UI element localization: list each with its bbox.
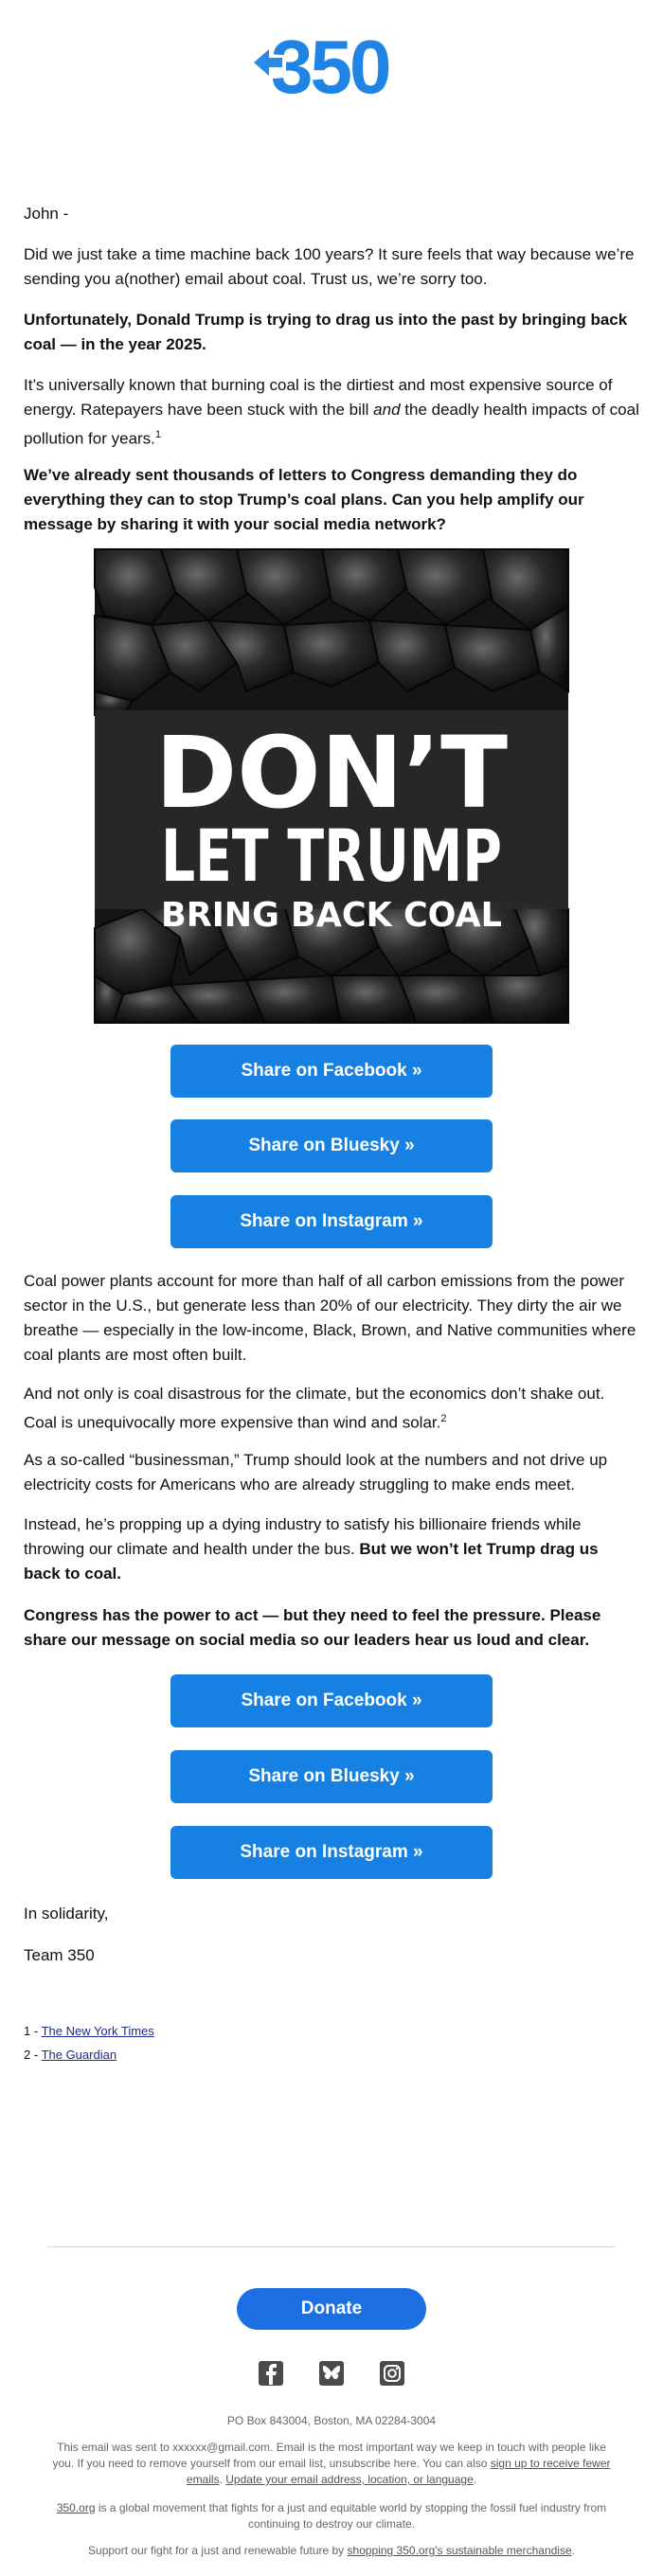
signoff: In solidarity, [24, 1905, 109, 1923]
coal-lumps-illustration [95, 549, 568, 1023]
hero-line-bring-back-coal: BRING BACK COAL [161, 896, 502, 935]
paragraph-coal-cost: It’s universally known that burning coal is the dirtiest and most expensive source of energy. Ratepayers have been stuck with the bill and the deadly health impacts of coal pollution for years.$^1$ [24, 376, 639, 448]
footnote-1: 1 - The New York Times [24, 2024, 154, 2038]
share-instagram-button-2[interactable]: Share on Instagram » [170, 1826, 493, 1879]
coal-hero-image [95, 549, 568, 1023]
donate-button[interactable]: Donate [237, 2288, 426, 2330]
share-bluesky-button-2[interactable]: Share on Bluesky » [170, 1750, 493, 1803]
350-logo[interactable] [254, 25, 409, 109]
paragraph-intro: Did we just take a time machine back 100 years? It sure feels that way because we’re sending you a(nother) email about coal. Trust us, we’re sorry too. [24, 245, 635, 288]
fewer-emails-link[interactable]: sign up to receive fewer emails [186, 2457, 611, 2486]
footer-notice: This email was sent to xxxxxx@gmail.com. Email is the most important way we keep in touch with people like you. If you need to remove yourself from our email list, unsubscribe here. You can also sign up to receive fewer emails. Update your email address, location, or language. [52, 2441, 611, 2486]
instagram-icon[interactable] [379, 2360, 405, 2387]
footer-merch: Support our fight for a just and renewable future by shopping 350.org's sustainable merchandise. [88, 2544, 575, 2557]
hero-line-let-trump: LET TRUMP [161, 814, 502, 898]
paragraph-congress: Congress has the power to act — but they need to feel the pressure. Please share our message on social media so our leaders hear us loud and clear. [24, 1606, 601, 1649]
facebook-icon[interactable] [258, 2360, 284, 2387]
logo-arrow-icon [254, 25, 409, 109]
hero-line-dont: DON’T [154, 715, 509, 831]
footnote-link-guardian[interactable]: The Guardian [41, 2048, 117, 2062]
footer-divider [47, 2246, 616, 2247]
footer-about: 350.org is a global movement that fights for a just and equitable world by stopping the fossil fuel industry from continuing to destroy our climate. [56, 2501, 607, 2531]
350-org-link[interactable]: 350.org [56, 2501, 96, 2514]
share-instagram-button[interactable]: Share on Instagram » [170, 1195, 493, 1248]
footnote-link-nyt[interactable]: The New York Times [41, 2024, 154, 2038]
share-bluesky-button[interactable]: Share on Bluesky » [170, 1119, 493, 1172]
signature: Team 350 [24, 1946, 95, 1964]
paragraph-trump-coal: Unfortunately, Donald Trump is trying to drag us into the past by bringing back coal — in the year 2025. [24, 311, 628, 353]
bluesky-icon[interactable] [318, 2360, 345, 2387]
share-facebook-button[interactable]: Share on Facebook » [170, 1045, 493, 1098]
paragraph-economics: And not only is coal disastrous for the climate, but the economics don’t shake out. Coal is unequivocally more expensive than wind and solar.$^2$ [24, 1385, 605, 1432]
paragraph-emissions: Coal power plants account for more than half of all carbon emissions from the power sector in the U.S., but generate less than 20% of our electricity. They dirty the air we breathe — especially in the low-income, Black, Brown, and Native communities where coal plants are most often built. [24, 1272, 636, 1364]
footnote-ref-2: 2 [440, 1413, 447, 1424]
merch-link[interactable]: shopping 350.org's sustainable merchandise [347, 2544, 572, 2557]
share-facebook-button-2[interactable]: Share on Facebook » [170, 1674, 493, 1727]
update-preferences-link[interactable]: Update your email address, location, or language [225, 2473, 474, 2486]
footer-address: PO Box 843004, Boston, MA 02284-3004 [226, 2414, 437, 2427]
footnote-2: 2 - The Guardian [24, 2048, 117, 2062]
paragraph-businessman: As a so-called “businessman,” Trump should look at the numbers and not drive up electricity costs for Americans who are already struggling to make ends meet. [24, 1451, 608, 1494]
greeting: John - [24, 205, 69, 223]
logo-text: 350 [271, 25, 389, 109]
paragraph-billionaires: Instead, he’s propping up a dying industry to satisfy his billionaire friends while throwing our climate and health under the bus. But we won’t let Trump drag us back to coal. [24, 1515, 599, 1583]
footnote-ref-1: 1 [154, 429, 162, 440]
paragraph-letters-ask: We’ve already sent thousands of letters to Congress demanding they do everything they can to stop Trump’s coal plans. Can you help amplify our message by sharing it with your social media network? [24, 466, 584, 533]
